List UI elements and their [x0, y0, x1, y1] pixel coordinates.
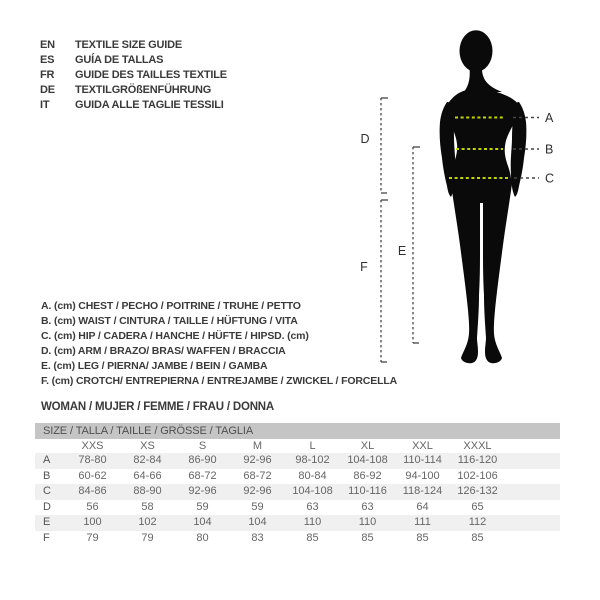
table-row [35, 469, 560, 485]
leg-label: E [397, 244, 407, 258]
table-cell: 126-132 [457, 485, 498, 497]
row-label: A [43, 454, 51, 466]
table-cell: 58 [141, 500, 154, 513]
table-cell: 110 [358, 516, 377, 528]
table-cell: 63 [361, 500, 374, 513]
language-title: GUIDA ALLE TAGLIE TESSILI [75, 99, 224, 111]
table-cell: 92-96 [243, 485, 272, 497]
section-title: WOMAN / MUJER / FEMME / FRAU / DONNA [41, 401, 275, 413]
table-cell: 100 [83, 516, 102, 528]
table-cell: 60-62 [78, 469, 107, 482]
table-cell: 110 [303, 516, 322, 528]
table-cell: 104 [248, 516, 267, 528]
column-header: XS [140, 440, 155, 452]
table-cell: 64-66 [133, 469, 162, 482]
language-row [40, 53, 227, 68]
row-label: E [43, 516, 51, 528]
table-cell: 98-102 [295, 454, 330, 466]
table-cell: 94-100 [405, 469, 440, 482]
language-row [40, 68, 227, 83]
size-table-column-header-row [35, 439, 560, 453]
table-cell: 110-114 [403, 454, 442, 466]
column-header: M [252, 440, 263, 452]
table-cell: 104-108 [347, 454, 388, 466]
language-code: FR [40, 69, 55, 81]
table-cell: 85 [471, 531, 484, 544]
column-header: L [309, 440, 316, 452]
table-cell: 118-124 [402, 485, 443, 497]
leg-measure-line [413, 147, 420, 343]
legend-item-arm: D. (cm) ARM / BRAZO/ BRAS/ WAFFEN / BRACCIA [41, 345, 286, 357]
language-title: TEXTILE SIZE GUIDE [75, 39, 183, 51]
legend-item-waist: B. (cm) WAIST / CINTURA / TAILLE / HÜFTUNG / VITA [41, 315, 298, 327]
size-table-header-bar: SIZE / TALLA / TAILLE / GRÖSSE / TAGLIA [35, 423, 560, 439]
arm-label: D [360, 132, 370, 146]
column-header: XXS [81, 440, 104, 452]
language-title-list [40, 38, 227, 113]
chest-label: A [545, 111, 554, 125]
language-code: DE [40, 84, 55, 96]
table-cell: 111 [414, 516, 431, 528]
table-row [35, 531, 560, 547]
table-cell: 63 [306, 500, 319, 513]
hip-label: C [545, 171, 555, 186]
column-header: XXL [412, 440, 433, 452]
table-cell: 78-80 [78, 454, 107, 466]
table-cell: 83 [251, 531, 264, 544]
table-cell: 65 [471, 500, 484, 513]
table-cell: 85 [416, 531, 429, 544]
row-label: F [43, 531, 50, 544]
table-cell: 82-84 [133, 454, 162, 466]
table-cell: 110-116 [348, 485, 387, 497]
table-cell: 80 [196, 531, 209, 544]
row-label: B [43, 469, 51, 482]
table-cell: 79 [141, 531, 154, 544]
size-table [35, 423, 560, 546]
table-cell: 64 [416, 500, 429, 513]
table-cell: 102-106 [457, 469, 498, 482]
column-header: XXXL [463, 440, 492, 452]
arm-measure-line [381, 98, 388, 193]
language-title: TEXTILGRÖßENFÜHRUNG [75, 84, 212, 96]
measure-legend [41, 299, 397, 389]
language-row [40, 38, 227, 53]
table-cell: 79 [86, 531, 99, 544]
waist-label: B [545, 142, 554, 157]
table-cell: 92-96 [188, 485, 217, 497]
corner-cell [35, 439, 65, 453]
table-cell: 59 [196, 500, 209, 513]
table-cell: 84-86 [78, 485, 107, 497]
legend-item-chest: A. (cm) CHEST / PECHO / POITRINE / TRUHE / PETTO [41, 300, 301, 312]
table-cell: 92-96 [243, 454, 272, 466]
table-cell: 104 [193, 516, 212, 528]
table-cell: 88-90 [133, 485, 162, 497]
table-cell: 112 [468, 516, 487, 528]
table-cell: 68-72 [243, 469, 272, 482]
column-header: XL [360, 440, 375, 452]
table-cell: 116-120 [457, 454, 498, 466]
language-row [40, 98, 227, 113]
woman-silhouette-figure [440, 30, 527, 363]
legend-item-leg: E. (cm) LEG / PIERNA/ JAMBE / BEIN / GAMBA [41, 360, 268, 372]
table-cell: 102 [138, 516, 157, 528]
table-cell: 85 [306, 531, 319, 544]
language-code: ES [40, 54, 55, 66]
crotch-label: F [360, 260, 368, 274]
row-label: D [43, 500, 51, 513]
language-row [40, 83, 227, 98]
language-title: GUÍA DE TALLAS [75, 54, 164, 66]
table-cell: 86-92 [353, 469, 382, 482]
language-code: EN [40, 39, 55, 51]
table-row [35, 500, 560, 516]
table-cell: 104-108 [292, 485, 333, 497]
table-cell: 59 [251, 500, 264, 513]
language-title: GUIDE DES TAILLES TEXTILE [75, 69, 227, 81]
table-cell: 85 [361, 531, 374, 544]
language-code: IT [40, 99, 50, 111]
table-row [35, 453, 560, 469]
legend-item-hip: C. (cm) HIP / CADERA / HANCHE / HÜFTE / HIPSD. (cm) [41, 330, 309, 342]
table-cell: 68-72 [188, 469, 217, 482]
table-cell: 86-90 [188, 454, 217, 466]
legend-item-crotch: F. (cm) CROTCH/ ENTREPIERNA / ENTREJAMBE / ZWICKEL / FORCELLA [41, 375, 398, 387]
row-label: C [43, 485, 51, 497]
column-header: S [198, 440, 207, 452]
table-cell: 80-84 [298, 469, 327, 482]
table-row [35, 484, 560, 500]
table-cell: 56 [86, 500, 99, 513]
table-row [35, 515, 560, 531]
